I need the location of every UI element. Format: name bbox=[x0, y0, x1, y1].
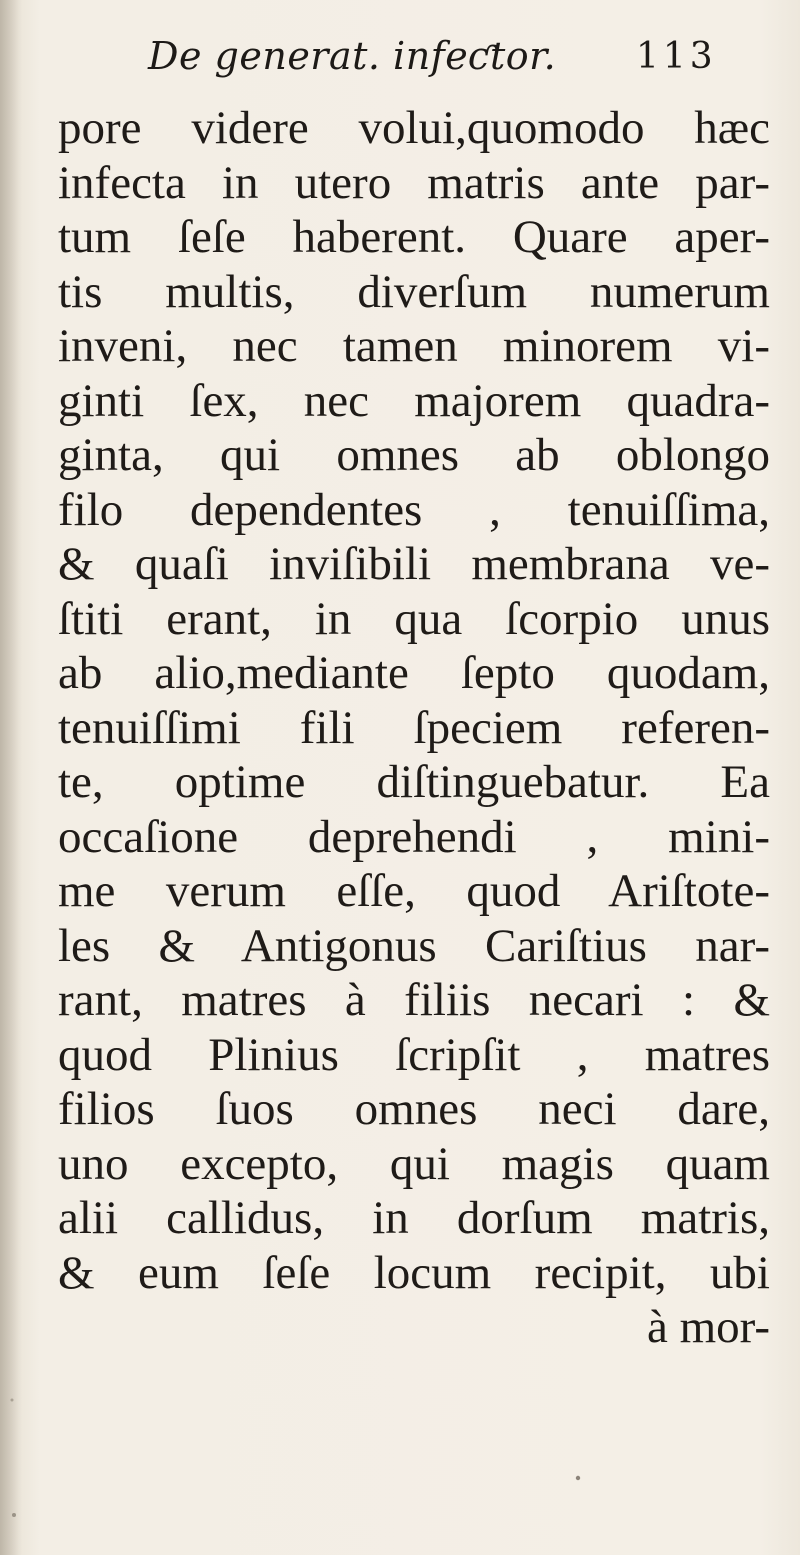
text-line-18: quod Plinius ſcripſit , matres bbox=[58, 1028, 770, 1081]
text-line-3: tum ſeſe haberent. Quare aper- bbox=[58, 211, 770, 263]
text-line-11: ab alio,mediante ſepto quodam, bbox=[58, 647, 770, 699]
text-line-5: inveni, nec tamen minorem vi- bbox=[58, 320, 770, 372]
text-line-12: tenuiſſimi fili ſpeciem referen- bbox=[58, 701, 770, 754]
text-line-17: rant, matres à filiis necari : & bbox=[58, 974, 770, 1026]
text-line-4: tis multis, diverſum numerum bbox=[58, 265, 770, 318]
catchword: à mor- bbox=[646, 1301, 770, 1353]
text-line-20: uno excepto, qui magis quam bbox=[58, 1137, 770, 1190]
text-line-16: les & Antigonus Cariſtius nar- bbox=[58, 919, 770, 972]
text-line-8: filo dependentes , tenuiſſima, bbox=[58, 483, 770, 536]
text-line-13: te, optime diſtinguebatur. Ea bbox=[58, 756, 770, 808]
text-line-10: ſtiti erant, in qua ſcorpio unus bbox=[58, 592, 770, 645]
text-line-19: filios ſuos omnes neci dare, bbox=[58, 1083, 770, 1135]
running-head bbox=[0, 34, 800, 94]
text-line-15: me verum eſſe, quod Ariſtote- bbox=[58, 865, 770, 917]
text-line-21: alii callidus, in dorſum matris, bbox=[58, 1192, 770, 1244]
text-line-22: & eum ſeſe locum recipit, ubi bbox=[58, 1246, 770, 1299]
text-line-7: ginta, qui omnes ab oblongo bbox=[58, 429, 770, 481]
body-text bbox=[58, 101, 770, 1355]
text-line-9: & quaſi inviſibili membrana ve- bbox=[58, 538, 770, 590]
running-head-title: De generat. infeƈtor. bbox=[148, 34, 557, 78]
page-number: 113 bbox=[636, 36, 717, 77]
text-line-14: occaſione deprehendi , mini- bbox=[58, 810, 770, 863]
gutter-shadow bbox=[0, 0, 22, 1555]
text-line-1: pore videre volui,quomodo hæc bbox=[58, 102, 770, 154]
text-line-2: infecta in utero matris ante par- bbox=[58, 156, 770, 209]
text-line-6: ginti ſex, nec majorem quadra- bbox=[58, 374, 770, 427]
